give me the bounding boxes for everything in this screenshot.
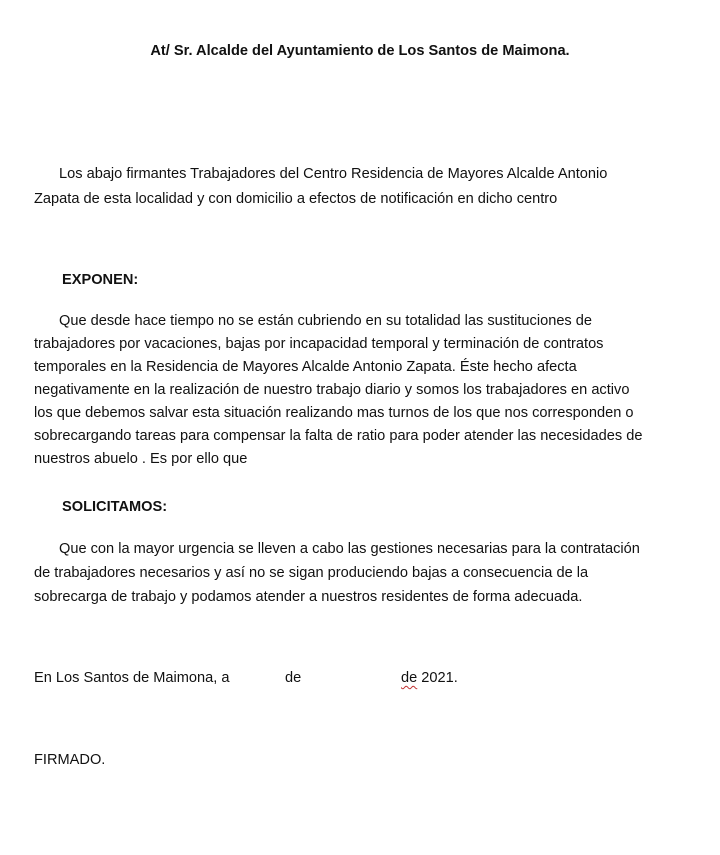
exponen-line: sobrecargando tareas para compensar la falta de ratio para poder atender las necesidades de [34, 428, 643, 444]
exponen-line: nuestros abuelo . Es por ello que [34, 451, 248, 467]
intro-line: Los abajo firmantes Trabajadores del Centro Residencia de Mayores Alcalde Antonio [59, 166, 608, 182]
date-place: En Los Santos de Maimona, a [34, 670, 230, 686]
exponen-line: los que debemos salvar esta situación realizando mas turnos de los que nos corresponden o [34, 405, 634, 421]
intro-line: Zapata de esta localidad y con domicilio a efectos de notificación en dicho centro [34, 191, 558, 207]
document-title: At/ Sr. Alcalde del Ayuntamiento de Los Santos de Maimona. [150, 43, 570, 59]
date-de-day: de [285, 670, 302, 686]
exponen-heading: EXPONEN: [62, 272, 139, 288]
exponen-line: Que desde hace tiempo no se están cubriendo en su totalidad las sustituciones de [59, 313, 593, 329]
solicitamos-line: Que con la mayor urgencia se lleven a cabo las gestiones necesarias para la contratación [59, 541, 640, 557]
exponen-line: temporales en la Residencia de Mayores Alcalde Antonio Zapata. Éste hecho afecta [34, 359, 577, 375]
solicitamos-line: de trabajadores necesarios y así no se sigan produciendo bajas a consecuencia de la [34, 565, 589, 581]
solicitamos-heading: SOLICITAMOS: [62, 499, 168, 515]
date-year-group [401, 670, 458, 686]
solicitamos-line: sobrecarga de trabajo y podamos atender a nuestros residentes de forma adecuada. [34, 589, 583, 605]
exponen-line: trabajadores por vacaciones, bajas por incapacidad temporal y terminación de contratos [34, 336, 604, 352]
exponen-line: negativamente en la realización de nuestro trabajo diario y somos los trabajadores en activo [34, 382, 630, 398]
signature-label: FIRMADO. [34, 752, 106, 768]
date-de-month: de [401, 670, 418, 686]
date-year: 2021. [417, 670, 458, 686]
